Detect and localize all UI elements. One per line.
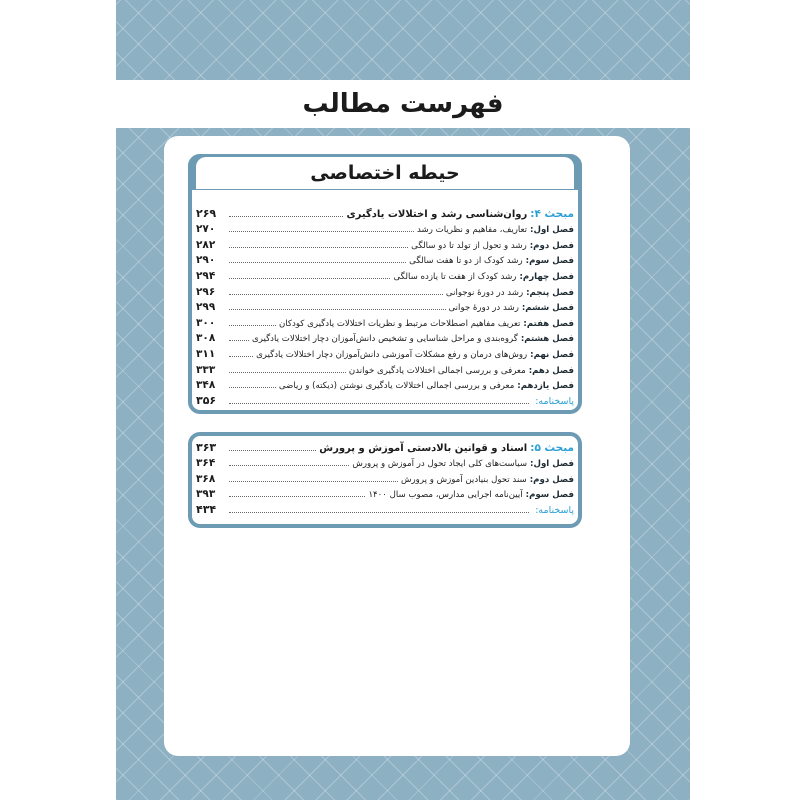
chapter-row[interactable] — [196, 329, 574, 345]
chapter-title: روش‌های درمان و رفع مشکلات آموزشی دانش‌آموزان دچار اختلالات یادگیری — [256, 349, 528, 360]
page-number: ۳۹۳ — [196, 488, 216, 501]
page-number: ۲۹۹ — [196, 301, 216, 314]
page-number: ۴۳۴ — [196, 502, 217, 516]
topic-row[interactable] — [196, 438, 574, 454]
leader-dots — [229, 481, 398, 482]
chapter-row[interactable] — [196, 485, 574, 501]
leader-dots — [229, 340, 249, 341]
topic-label: مبحث ۵: — [530, 441, 574, 454]
page-number: ۳۰۰ — [196, 316, 216, 329]
chapter-label: فصل چهارم: — [519, 271, 574, 282]
topic-4-list — [196, 204, 574, 407]
chapter-row[interactable] — [196, 313, 574, 329]
page-title: فهرست مطالب — [302, 89, 504, 119]
page-number: ۳۵۶ — [196, 393, 217, 407]
leader-dots — [229, 262, 406, 263]
chapter-title: معرفی و بررسی اجمالی اختلالات یادگیری نوشتن (دیکته) و ریاضی — [278, 381, 515, 392]
leader-dots — [229, 450, 316, 451]
chapter-title: رشد کودک از دو تا هفت سالگی — [409, 256, 523, 267]
chapter-label: فصل هفتم: — [523, 318, 574, 329]
page-number: ۲۸۲ — [196, 238, 216, 251]
leader-dots — [229, 372, 346, 373]
chapter-row[interactable] — [196, 469, 574, 485]
chapter-label: فصل یازدهم: — [517, 381, 574, 392]
topic-title: روان‌شناسی رشد و اختلالات یادگیری — [346, 208, 528, 220]
chapter-row[interactable] — [196, 282, 574, 298]
chapter-label: فصل سوم: — [525, 490, 574, 501]
page-number: ۳۰۸ — [196, 332, 216, 345]
page-number: ۲۷۰ — [196, 223, 216, 236]
page-number: ۲۹۰ — [196, 254, 216, 267]
chapter-title: رشد کودک از هفت تا یازده سالگی — [393, 271, 517, 282]
leader-dots — [229, 278, 390, 279]
leader-dots — [229, 231, 414, 232]
topic-5-list — [196, 438, 574, 516]
chapter-row[interactable] — [196, 298, 574, 314]
chapter-title: معرفی و بررسی اجمالی اختلالات یادگیری خواندن — [348, 365, 526, 376]
leader-dots — [229, 387, 276, 388]
chapter-label: فصل دهم: — [528, 365, 574, 376]
chapter-title: تعریف مفاهیم اصطلاحات مرتبط و نظریات اختلالات یادگیری کودکان — [278, 318, 521, 329]
topic-row[interactable] — [196, 204, 574, 220]
leader-dots — [229, 496, 365, 497]
page-number: ۲۹۶ — [196, 285, 216, 298]
answers-row[interactable] — [196, 391, 574, 407]
leader-dots — [229, 216, 343, 217]
chapter-label: فصل دوم: — [529, 474, 574, 485]
chapter-title: رشد و تحول از تولد تا دو سالگی — [411, 240, 527, 251]
chapter-label: فصل پنجم: — [526, 287, 574, 298]
page-number: ۳۴۸ — [196, 379, 216, 392]
section-title: حیطه اختصاصی — [196, 157, 574, 189]
page-number: ۳۶۴ — [196, 457, 216, 470]
page-number: ۳۳۳ — [196, 363, 216, 376]
chapter-title: سند تحول بنیادین آموزش و پرورش — [401, 474, 527, 485]
topic-label: مبحث ۴: — [530, 207, 574, 220]
chapter-row[interactable] — [196, 360, 574, 376]
answers-row[interactable] — [196, 500, 574, 516]
answers-label: پاسخنامه: — [535, 504, 574, 516]
chapter-row[interactable] — [196, 220, 574, 236]
chapter-title: سیاست‌های کلی ایجاد تحول در آموزش و پرورش — [352, 459, 528, 470]
chapter-title: تعاریف، مفاهیم و نظریات رشد — [417, 225, 528, 236]
chapter-row[interactable] — [196, 376, 574, 392]
chapter-label: فصل هشتم: — [520, 334, 574, 345]
chapter-row[interactable] — [196, 251, 574, 267]
leader-dots — [229, 294, 443, 295]
page-number: ۳۱۱ — [196, 347, 216, 360]
leader-dots — [229, 309, 446, 310]
leader-dots — [229, 325, 276, 326]
page-number: ۳۶۳ — [196, 440, 217, 454]
chapter-row[interactable] — [196, 266, 574, 282]
answers-label: پاسخنامه: — [535, 395, 574, 407]
leader-dots — [229, 356, 253, 357]
leader-dots — [229, 403, 529, 404]
chapter-row[interactable] — [196, 454, 574, 470]
page-number: ۲۹۴ — [196, 269, 216, 282]
chapter-label: فصل اول: — [530, 459, 574, 470]
chapter-label: فصل نهم: — [530, 349, 574, 360]
leader-dots — [229, 512, 529, 513]
chapter-label: فصل سوم: — [525, 256, 574, 267]
chapter-title: رشد در دورهٔ نوجوانی — [445, 287, 524, 298]
leader-dots — [229, 465, 349, 466]
topic-title: اسناد و قوانین بالادستی آموزش و پرورش — [319, 442, 528, 454]
chapter-title: آیین‌نامه اجرایی مدارس، مصوب سال ۱۴۰۰ — [368, 490, 523, 501]
chapter-row[interactable] — [196, 344, 574, 360]
leader-dots — [229, 247, 408, 248]
page-number: ۳۶۸ — [196, 472, 216, 485]
chapter-label: فصل اول: — [530, 225, 574, 236]
chapter-title: گروه‌بندی و مراحل شناسایی و تشخیص دانش‌آموزان دچار اختلالات یادگیری — [252, 334, 518, 345]
page-number: ۲۶۹ — [196, 206, 217, 220]
chapter-label: فصل دوم: — [529, 240, 574, 251]
chapter-label: فصل ششم: — [521, 303, 574, 314]
chapter-row[interactable] — [196, 235, 574, 251]
chapter-title: رشد در دورهٔ جوانی — [448, 303, 519, 314]
